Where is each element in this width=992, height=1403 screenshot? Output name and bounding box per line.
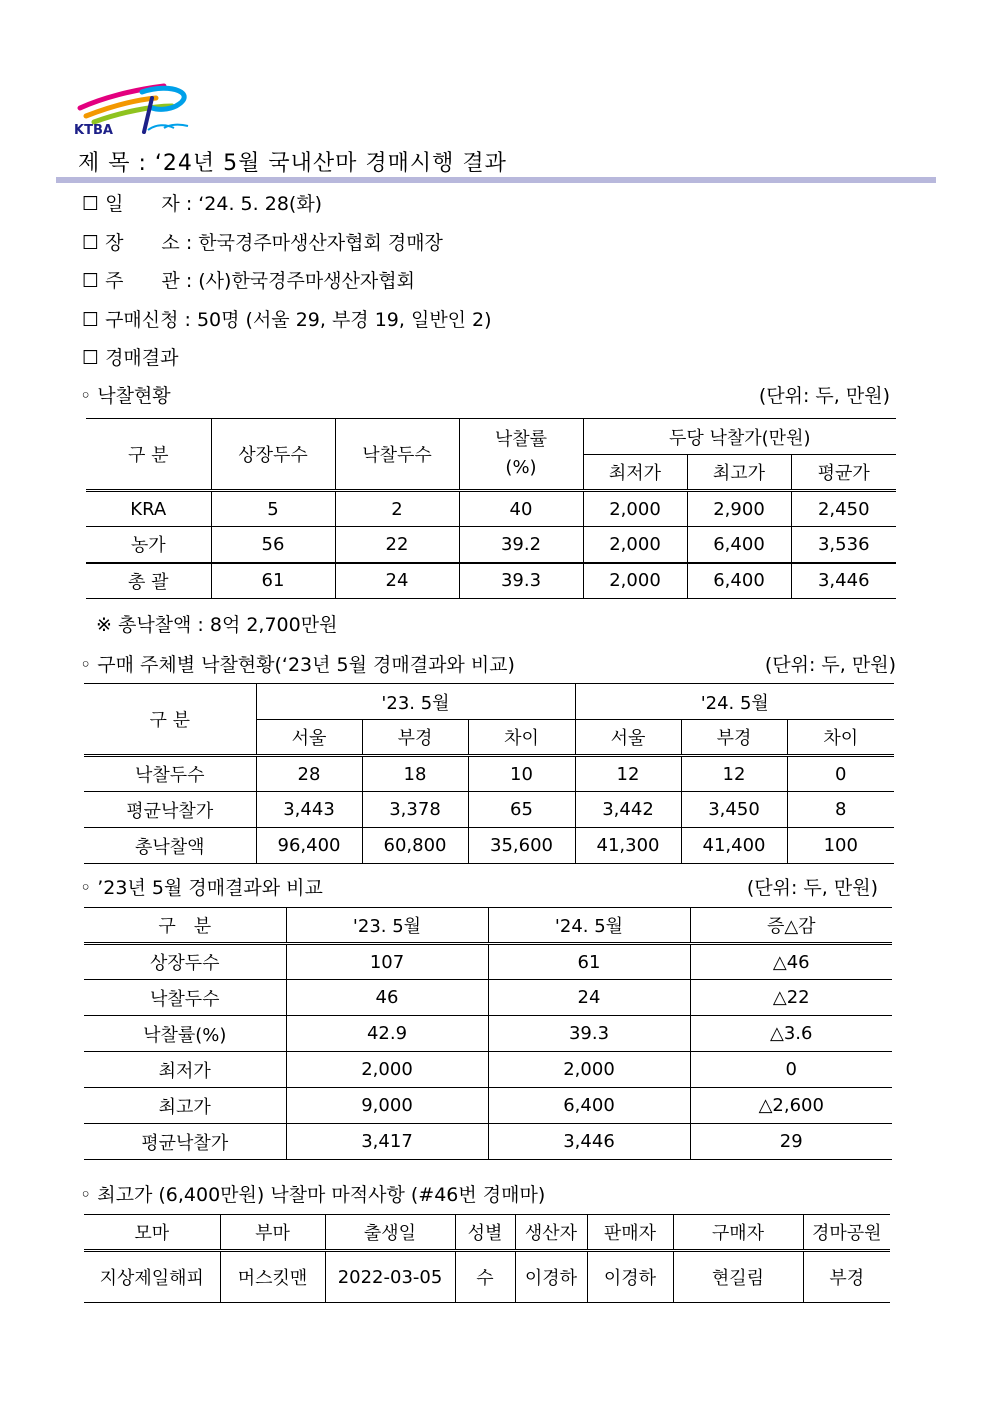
cell: 39.2 [459,527,583,563]
cell: 6,400 [687,527,791,563]
cell: 2 [335,491,459,527]
comparison-table [84,907,892,1160]
header-avg: 평균가 [791,455,896,491]
row-label: 총낙찰액 [84,828,256,864]
table-row [84,1088,892,1124]
cell: 96,400 [256,828,362,864]
header-listed: 상장두수 [211,419,335,491]
buyer-status-table [84,683,894,864]
cell: 60,800 [362,828,468,864]
row-label: 상장두수 [84,944,286,980]
cell: 6,400 [488,1088,690,1124]
table-row [86,527,896,563]
info-applicants: ☐ 구매신청 : 50명 (서울 29, 부경 19, 일반인 2) [82,309,492,331]
cell-seller: 이경하 [587,1251,673,1303]
header-rate-label: 낙찰률 [494,429,548,450]
cell: 24 [488,980,690,1016]
row-label: 낙찰률(%) [84,1016,286,1052]
document-title: 제 목 : ‘24년 5월 국내산마 경매시행 결과 [78,151,507,176]
cell: 42.9 [286,1016,488,1052]
header-group-2024: '24. 5월 [575,684,894,720]
table-row [84,944,892,980]
total-bid-note: ※ 총낙찰액 : 8억 2,700만원 [96,614,338,636]
cell-dam: 지상제일해피 [84,1251,220,1303]
cell: 2,900 [687,491,791,527]
header-buyer: 구매자 [673,1215,803,1251]
info-results: ☐ 경매결과 [82,347,179,369]
cell: 18 [362,756,468,792]
info-date: ☐ 일 자 : ‘24. 5. 28(화) [82,193,323,215]
header-group-2023: '23. 5월 [256,684,575,720]
cell: 3,417 [286,1124,488,1160]
cell-racecourse: 부경 [803,1251,890,1303]
cell: 39.3 [459,563,583,599]
row-label: 낙찰두수 [84,756,256,792]
cell: 5 [211,491,335,527]
cell: 0 [787,756,894,792]
cell: 41,300 [575,828,681,864]
row-label: KRA [86,491,211,527]
row-label: 농가 [86,527,211,563]
cell: 24 [335,563,459,599]
header-category: 구 분 [84,908,286,944]
row-label: 최저가 [84,1052,286,1088]
cell: 41,400 [681,828,787,864]
cell: 10 [468,756,575,792]
row-label: 총 괄 [86,563,211,599]
cell: 3,378 [362,792,468,828]
cell: 2,000 [286,1052,488,1088]
cell: 2,450 [791,491,896,527]
row-label: 최고가 [84,1088,286,1124]
section1-heading: ◦ 낙찰현황 [80,385,171,407]
cell: 3,536 [791,527,896,563]
logo-figure [144,98,152,132]
header-price-group: 두당 낙찰가(만원) [583,419,896,455]
cell: 56 [211,527,335,563]
table-row [84,1124,892,1160]
header-change: 증△감 [690,908,892,944]
row-label: 평균낙찰가 [84,792,256,828]
cell: 12 [681,756,787,792]
cell: 2,000 [488,1052,690,1088]
table-row [84,828,894,864]
cell: △46 [690,944,892,980]
cell: 3,446 [488,1124,690,1160]
header-category: 구 분 [84,684,256,756]
cell: 3,443 [256,792,362,828]
header-max: 최고가 [687,455,791,491]
header-seller: 판매자 [587,1215,673,1251]
cell: 8 [787,792,894,828]
header-sire: 부마 [220,1215,325,1251]
title-underline [56,177,936,183]
cell: 29 [690,1124,892,1160]
logo-text: KTBA [74,123,113,138]
row-label: 낙찰두수 [84,980,286,1016]
cell: 3,442 [575,792,681,828]
cell-breeder: 이경하 [515,1251,587,1303]
cell: 12 [575,756,681,792]
cell: 3,450 [681,792,787,828]
header-min: 최저가 [583,455,687,491]
section3-heading: ◦ ’23년 5월 경매결과와 비교 [80,877,323,899]
cell: 9,000 [286,1088,488,1124]
cell: 28 [256,756,362,792]
cell: △2,600 [690,1088,892,1124]
header-2024: '24. 5월 [488,908,690,944]
cell: △22 [690,980,892,1016]
cell: 65 [468,792,575,828]
header-breeder: 생산자 [515,1215,587,1251]
subheader: 서울 [256,720,362,756]
section1-unit: (단위: 두, 만원) [758,385,890,407]
table-row [86,563,896,599]
subheader: 부경 [681,720,787,756]
info-host: ☐ 주 관 : (사)한국경주마생산자협회 [82,270,415,292]
cell: 2,000 [583,527,687,563]
header-rate [459,419,583,491]
table-row [84,1251,890,1303]
subheader: 차이 [787,720,894,756]
cell: 61 [488,944,690,980]
header-category: 구 분 [86,419,211,491]
table-row [86,491,896,527]
header-rate-unit: (%) [505,457,537,478]
section2-unit: (단위: 두, 만원) [764,654,896,676]
cell: 2,000 [583,563,687,599]
cell: 61 [211,563,335,599]
table-row [84,1016,892,1052]
top-horse-table [84,1214,890,1303]
cell-sex: 수 [455,1251,515,1303]
header-2023: '23. 5월 [286,908,488,944]
cell: 6,400 [687,563,791,599]
subheader: 차이 [468,720,575,756]
cell-birthdate: 2022-03-05 [325,1251,455,1303]
header-sex: 성별 [455,1215,515,1251]
section3-unit: (단위: 두, 만원) [746,877,878,899]
cell: 35,600 [468,828,575,864]
cell: 2,000 [583,491,687,527]
cell: 0 [690,1052,892,1088]
header-birthdate: 출생일 [325,1215,455,1251]
subheader: 서울 [575,720,681,756]
cell: 46 [286,980,488,1016]
cell: 100 [787,828,894,864]
cell-sire: 머스킷맨 [220,1251,325,1303]
header-dam: 모마 [84,1215,220,1251]
table-row [84,792,894,828]
info-place: ☐ 장 소 : 한국경주마생산자협회 경매장 [82,232,443,254]
cell: 22 [335,527,459,563]
subheader: 부경 [362,720,468,756]
table-row [84,756,894,792]
ktba-logo [72,76,198,138]
bid-status-table [86,418,896,599]
cell: 39.3 [488,1016,690,1052]
row-label: 평균낙찰가 [84,1124,286,1160]
section4-heading: ◦ 최고가 (6,400만원) 낙찰마 마적사항 (#46번 경매마) [80,1184,546,1206]
cell: 107 [286,944,488,980]
section2-heading: ◦ 구매 주체별 낙찰현황(‘23년 5월 경매결과와 비교) [80,654,515,676]
cell-buyer: 현길림 [673,1251,803,1303]
cell: △3.6 [690,1016,892,1052]
cell: 40 [459,491,583,527]
table-row [84,980,892,1016]
cell: 3,446 [791,563,896,599]
header-sold: 낙찰두수 [335,419,459,491]
table-row [84,1052,892,1088]
header-racecourse: 경마공원 [803,1215,890,1251]
